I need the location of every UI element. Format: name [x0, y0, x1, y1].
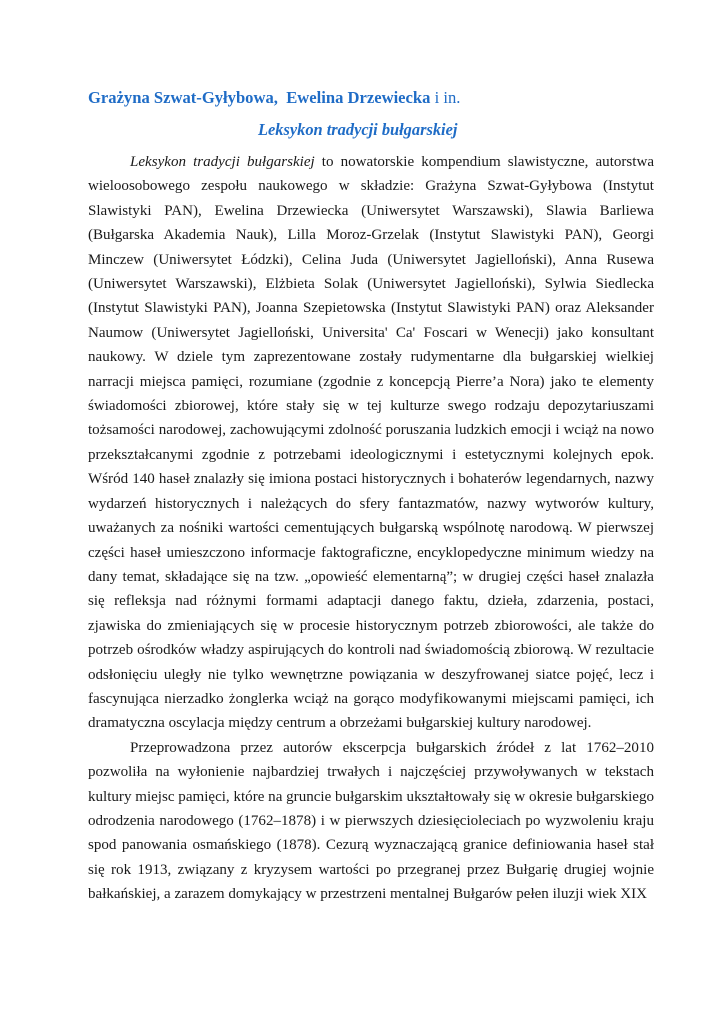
authors-suffix: i in.: [434, 88, 461, 107]
author-1: Grażyna Szwat-Gyłybowa,: [88, 88, 278, 107]
paragraph-1: [88, 150, 654, 736]
paragraph-1-italic-lead: Leksykon tradycji bułgarskiej: [130, 154, 315, 170]
body-text: [88, 150, 654, 907]
authors-line: [88, 88, 460, 108]
paragraph-1-text: to nowatorskie kompendium slawistyczne, autorstwa wieloosobowego zespołu naukowego w składzie: Grażyna Szwat-Gyłybowa (Instytut Slawistyki PAN), Ewelina Drzewiecka (Uniwersytet Warszawski), Slawia Barliewa (Bułgarska Akademia Nauk), Lilla Moroz-Grzelak (Instytut Slawistyki PAN), Georgi Minczew (Uniwersytet Łódzki), Celina Juda (Uniwersytet Jagielloński), Anna Rusewa (Uniwersytet Warszawski), Elżbieta Solak (Uniwersytet Jagielloński), Sylwia Siedlecka (Instytut Slawistyki PAN), Joanna Szepietowska (Instytut Slawistyki PAN) oraz Aleksander Naumow (Uniwersytet Jagielloński, Universita' Ca' Foscari w Wenecji) jako konsultant naukowy. W dziele tym zaprezentowane zostały rudymentarne dla bułgarskiej wielkiej narracji miejsca pamięci, rozumiane (zgodnie z koncepcją Pierre’a Nora) jako te elementy świadomości zbiorowej, które stały się w tej kulturze swego rodzaju depozytariuszami tożsamości narodowej, zachowującymi zdolność poruszania ludzkich emocji i wciąż na nowo przekształcanymi zgodnie z potrzebami ideologicznymi i estetycznymi kolejnych epok. Wśród 140 haseł znalazły się imiona postaci historycznych i bohaterów legendarnych, nazwy wydarzeń historycznych i należących do sfery fantazmatów, nazwy wytworów kultury, uważanych za nośniki wartości cementujących bułgarską wspólnotę narodową. W pierwszej części haseł umieszczono informacje faktograficzne, encyklopedyczne minimum wiedzy na dany temat, składające się na tzw. „opowieść elementarną”; w drugiej części haseł znalazła się refleksja nad różnymi formami adaptacji danego faktu, dzieła, zdarzenia, postaci, zjawiska do zmieniających się w procesie historycznym potrzeb zbiorowości, ale także do potrzeb ośrodków władzy aspirujących do kontroli nad świadomością zbiorową. W rezultacie odsłonięciu uległy nie tylko wewnętrzne powiązania w deszyfrowanej siatce pojęć, lecz i fascynująca nierzadko żonglerka wciąż na gorąco modyfikowanymi miejscami pamięci, ich dramatyczna oscylacja między centrum a obrzeżami bułgarskiej kultury narodowej.: [88, 154, 655, 732]
paragraph-2: [88, 736, 654, 907]
paragraph-2-text: Przeprowadzona przez autorów ekscerpcja bułgarskich źródeł z lat 1762–2010 pozwoliła na wyłonienie najbardziej trwałych i najczęściej przywoływanych w tekstach kultury miejsc pamięci, które na gruncie bułgarskim ukształtowały się w okresie bułgarskiego odrodzenia narodowego (1762–1878) i w pierwszych dziesięcioleciach po wyzwoleniu kraju spod panowania osmańskiego (1878). Cezurą wyznaczającą granice definiowania haseł stał się rok 1913, związany z kryzysem wartości po przegranej przez Bułgarię drugiej wojnie bałkańskiej, a zarazem domykający w przestrzeni mentalnej Bułgarów pełen iluzji wiek XIX: [88, 739, 654, 903]
book-title: Leksykon tradycji bułgarskiej: [258, 120, 458, 139]
author-2: Ewelina Drzewiecka: [286, 88, 431, 107]
